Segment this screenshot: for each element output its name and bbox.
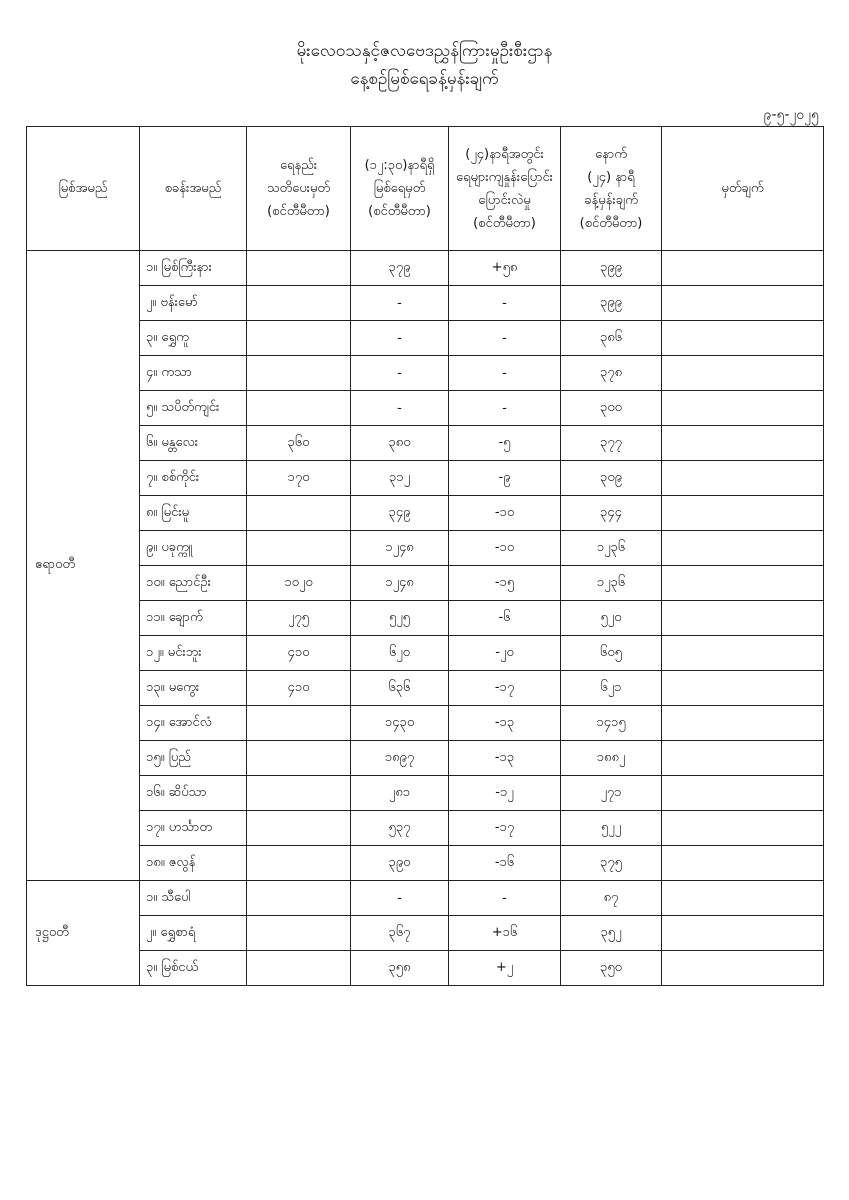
forecast-cell: ၁၈၈၂ (561, 741, 662, 776)
header-line: (စင်တီမီတာ) (579, 215, 643, 231)
table-row (27, 776, 824, 811)
observed-level-cell: ၃၁၂ (351, 461, 449, 496)
observed-level-cell: ၃၇၉ (351, 251, 449, 286)
remarks-cell (662, 636, 824, 671)
forecast-cell: ၃၀၉ (561, 461, 662, 496)
forecast-cell: ၃၇၈ (561, 356, 662, 391)
danger-level-cell (247, 951, 351, 986)
forecast-cell: ၃၉၉ (561, 251, 662, 286)
danger-level-cell (247, 741, 351, 776)
station-cell: ၁၆။ ဆိပ်သာ (140, 776, 247, 811)
header-line: ရေနည်း (279, 158, 318, 173)
table-row (27, 251, 824, 286)
change-cell: - (449, 286, 561, 321)
forecast-table (26, 126, 824, 986)
table-row (27, 391, 824, 426)
remarks-cell (662, 321, 824, 356)
danger-level-cell: ၂၇၅ (247, 601, 351, 636)
forecast-cell: ၃၇၅ (561, 846, 662, 881)
change-cell: - (449, 881, 561, 916)
observed-level-cell: ၃၉၀ (351, 846, 449, 881)
change-cell: -၁၇ (449, 671, 561, 706)
remarks-cell (662, 916, 824, 951)
forecast-cell: ၃၉၉ (561, 286, 662, 321)
station-cell: ၁။ သီပေါ (140, 881, 247, 916)
forecast-cell: ၁၄၁၅ (561, 706, 662, 741)
observed-level-cell: - (351, 321, 449, 356)
header-line: မြစ်ရေမှတ် (373, 181, 426, 196)
danger-level-cell (247, 706, 351, 741)
remarks-cell (662, 566, 824, 601)
station-cell: ၁၄။ အောင်လံ (140, 706, 247, 741)
header-line: (၂၄) နာရီ (587, 169, 635, 185)
header-line: သတိပေးမှတ် (266, 181, 331, 196)
remarks-cell (662, 776, 824, 811)
table-row (27, 426, 824, 461)
header-line: (၂၄)နာရီအတွင်း (465, 146, 544, 162)
table-body (27, 251, 824, 986)
station-cell: ၅။ သပိတ်ကျင်း (140, 391, 247, 426)
header-station (140, 127, 247, 251)
table-row (27, 566, 824, 601)
table-row (27, 531, 824, 566)
observed-level-cell: ၃၅၈ (351, 951, 449, 986)
danger-level-cell (247, 251, 351, 286)
change-cell: -၆ (449, 601, 561, 636)
remarks-cell (662, 461, 824, 496)
forecast-cell: ၈၇ (561, 881, 662, 916)
page-subtitle: နေ့စဉ်မြစ်ရေခန့်မှန်းချက် (350, 69, 499, 89)
header-remarks (662, 127, 824, 251)
header-line: စခန်းအမည် (164, 181, 222, 196)
table-row (27, 496, 824, 531)
observed-level-cell: ၃၆၇ (351, 916, 449, 951)
forecast-cell: ၆၂၁ (561, 671, 662, 706)
forecast-cell: ၅၂၀ (561, 601, 662, 636)
header-river (27, 127, 140, 251)
header-line: (၁၂:၃၀)နာရီရှိ (364, 158, 435, 173)
change-cell: -၁၀ (449, 531, 561, 566)
danger-level-cell (247, 321, 351, 356)
header-line: ပြောင်းလဲမှု (478, 192, 531, 208)
remarks-cell (662, 356, 824, 391)
station-cell: ၂။ ဗန်းမော် (140, 286, 247, 321)
remarks-cell (662, 496, 824, 531)
danger-level-cell (247, 356, 351, 391)
table-row (27, 356, 824, 391)
table-header-row (27, 127, 824, 251)
change-cell: - (449, 391, 561, 426)
station-cell: ၃။ မြစ်ငယ် (140, 951, 247, 986)
remarks-cell (662, 286, 824, 321)
header-line: ရေများကျနှုန်းပြောင်း (456, 169, 553, 185)
danger-level-cell (247, 531, 351, 566)
station-cell: ၁၃။ မကွေး (140, 671, 247, 706)
table-row (27, 811, 824, 846)
danger-level-cell: ၃၆၀ (247, 426, 351, 461)
forecast-cell: ၃၄၄ (561, 496, 662, 531)
observed-level-cell: ၅၂၅ (351, 601, 449, 636)
remarks-cell (662, 881, 824, 916)
station-cell: ၃။ ရွှေကူ (140, 321, 247, 356)
change-cell: - (449, 321, 561, 356)
table-row (27, 636, 824, 671)
remarks-cell (662, 391, 824, 426)
danger-level-cell: ၄၁၀ (247, 671, 351, 706)
remarks-cell (662, 846, 824, 881)
forecast-cell: ၃၈၆ (561, 321, 662, 356)
observed-level-cell: ၁၂၄၈ (351, 531, 449, 566)
station-cell: ၁၁။ ချောက် (140, 601, 247, 636)
observed-level-cell: ၁၄၃၀ (351, 706, 449, 741)
remarks-cell (662, 531, 824, 566)
table-row (27, 671, 824, 706)
station-cell: ၁၅။ ပြည် (140, 741, 247, 776)
danger-level-cell (247, 496, 351, 531)
danger-level-cell: ၁၇၀ (247, 461, 351, 496)
station-cell: ၈။ မြင်းမူ (140, 496, 247, 531)
table-row (27, 916, 824, 951)
danger-level-cell: ၁၀၂၀ (247, 566, 351, 601)
observed-level-cell: ၁၂၄၈ (351, 566, 449, 601)
observed-level-cell: ၂၈၁ (351, 776, 449, 811)
forecast-cell: ၃၇၇ (561, 426, 662, 461)
header-line: မှတ်ချက် (721, 181, 764, 196)
observed-level-cell: ၁၈၉၇ (351, 741, 449, 776)
observed-level-cell: - (351, 286, 449, 321)
table-row (27, 601, 824, 636)
forecast-cell: ၂၇၁ (561, 776, 662, 811)
observed-level-cell: - (351, 881, 449, 916)
change-cell: -၉ (449, 461, 561, 496)
table-row (27, 881, 824, 916)
header-line: နောက် (595, 146, 627, 162)
header-line: (စင်တီမီတာ) (267, 204, 330, 219)
remarks-cell (662, 601, 824, 636)
observed-level-cell: ၆၂၀ (351, 636, 449, 671)
station-cell: ၁၂။ မင်းဘူး (140, 636, 247, 671)
remarks-cell (662, 706, 824, 741)
station-cell: ၇။ စစ်ကိုင်း (140, 461, 247, 496)
change-cell: -၁၇ (449, 811, 561, 846)
change-cell: +၅၈ (449, 251, 561, 286)
observed-level-cell: - (351, 356, 449, 391)
change-cell: -၁၅ (449, 566, 561, 601)
change-cell: -၁၀ (449, 496, 561, 531)
change-cell: +၁၆ (449, 916, 561, 951)
forecast-cell: ၃၅၂ (561, 916, 662, 951)
header-forecast (561, 127, 662, 251)
header-line: မြစ်အမည် (58, 181, 108, 196)
river-name-cell: ဒုဋ္ဌဝတီ (27, 881, 140, 986)
station-cell: ၁၇။ ဟင်္သာတ (140, 811, 247, 846)
header-danger-level (247, 127, 351, 251)
danger-level-cell (247, 286, 351, 321)
remarks-cell (662, 951, 824, 986)
observed-level-cell: ၅၃၇ (351, 811, 449, 846)
station-cell: ၉။ ပခုက္ကူ (140, 531, 247, 566)
table-row (27, 321, 824, 356)
table-row (27, 846, 824, 881)
table-row (27, 706, 824, 741)
remarks-cell (662, 671, 824, 706)
table-row (27, 741, 824, 776)
river-name-cell: ဧရာဝတီ (27, 251, 140, 881)
change-cell: -၅ (449, 426, 561, 461)
station-cell: ၆။ မန္တလေး (140, 426, 247, 461)
table-row (27, 286, 824, 321)
change-cell: -၁၃ (449, 741, 561, 776)
danger-level-cell (247, 846, 351, 881)
remarks-cell (662, 741, 824, 776)
observed-level-cell: - (351, 391, 449, 426)
danger-level-cell (247, 916, 351, 951)
header-line: (စင်တီမီတာ) (473, 215, 536, 231)
change-cell: -၂၀ (449, 636, 561, 671)
change-cell: -၁၂ (449, 776, 561, 811)
change-cell: - (449, 356, 561, 391)
header-line: ခန့်မှန်းချက် (584, 192, 638, 208)
forecast-cell: ၆၀၅ (561, 636, 662, 671)
danger-level-cell (247, 776, 351, 811)
danger-level-cell: ၄၁၀ (247, 636, 351, 671)
remarks-cell (662, 426, 824, 461)
change-cell: -၁၃ (449, 706, 561, 741)
danger-level-cell (247, 391, 351, 426)
station-cell: ၁၈။ ဇလွန် (140, 846, 247, 881)
header-24h-change (449, 127, 561, 251)
station-cell: ၄။ ကသာ (140, 356, 247, 391)
page-title: မိုးလေဝသနှင့်ဇလဗေဒညွှန်ကြားမှုဦးစီးဌာန (296, 41, 553, 61)
change-cell: -၁၆ (449, 846, 561, 881)
forecast-cell: ၃၅၀ (561, 951, 662, 986)
table-row (27, 461, 824, 496)
remarks-cell (662, 251, 824, 286)
report-date: ၉-၅-၂၀၂၅ (763, 107, 819, 123)
forecast-cell: ၅၂၂ (561, 811, 662, 846)
observed-level-cell: ၃၄၉ (351, 496, 449, 531)
station-cell: ၁၀။ ညောင်ဦး (140, 566, 247, 601)
observed-level-cell: ၃၈၀ (351, 426, 449, 461)
header-observed-level (351, 127, 449, 251)
forecast-cell: ၁၂၃၆ (561, 566, 662, 601)
danger-level-cell (247, 811, 351, 846)
remarks-cell (662, 811, 824, 846)
change-cell: +၂ (449, 951, 561, 986)
station-cell: ၂။ ရွှေစာရံ (140, 916, 247, 951)
header-line: (စင်တီမီတာ) (368, 204, 431, 219)
forecast-cell: ၃၀၀ (561, 391, 662, 426)
observed-level-cell: ၆၃၆ (351, 671, 449, 706)
danger-level-cell (247, 881, 351, 916)
forecast-cell: ၁၂၃၆ (561, 531, 662, 566)
table-row (27, 951, 824, 986)
station-cell: ၁။ မြစ်ကြီးနား (140, 251, 247, 286)
